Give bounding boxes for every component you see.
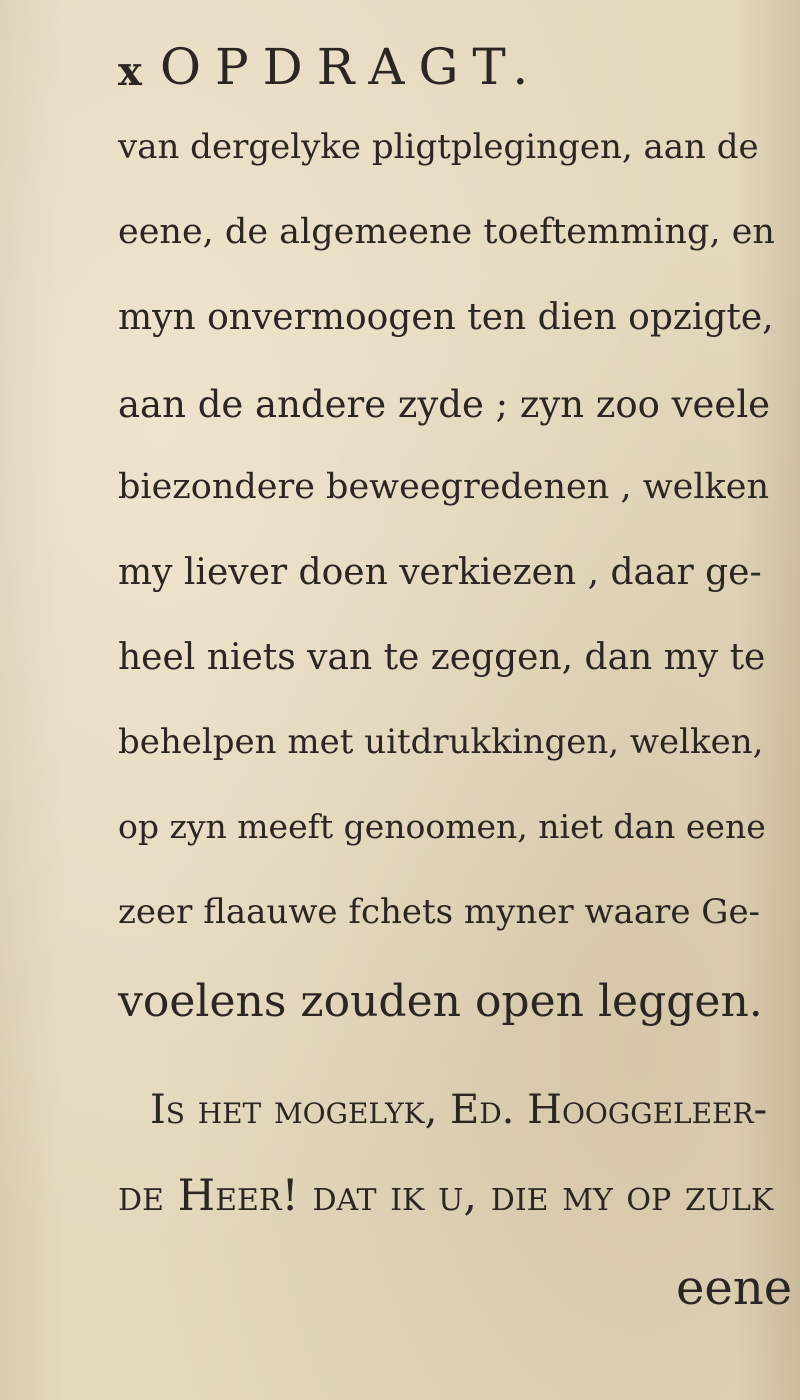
text-line: op zyn meeft genoomen, niet dan eene [118, 807, 766, 846]
text-line: de Heer! dat ik u, die my op zulk [118, 1171, 774, 1221]
page-header [110, 38, 710, 98]
text-line: myn onvermoogen ten dien opzigte, [118, 297, 774, 338]
running-title: OPDRAGT. [160, 38, 543, 96]
text-line: my liever doen verkiezen , daar ge- [118, 552, 762, 593]
text-line: voelens zouden open leggen. [118, 976, 763, 1027]
text-line: heel niets van te zeggen, dan my te [118, 637, 766, 678]
catchword: eene [676, 1260, 793, 1316]
page-number: x [118, 48, 143, 95]
text-line: behelpen met uitdrukkingen, welken, [118, 722, 764, 762]
text-line: eene, de algemeene toeftemming, en [118, 212, 775, 252]
paragraph-start-line: Is het mogelyk, Ed. Hooggeleer- [150, 1087, 768, 1133]
text-line: biezondere beweegredenen , welken [118, 467, 770, 507]
text-line: aan de andere zyde ; zyn zoo veele [118, 383, 771, 426]
text-line: zeer flaauwe fchets myner waare Ge- [118, 892, 761, 932]
text-line: van dergelyke pligtplegingen, aan de [118, 127, 759, 167]
